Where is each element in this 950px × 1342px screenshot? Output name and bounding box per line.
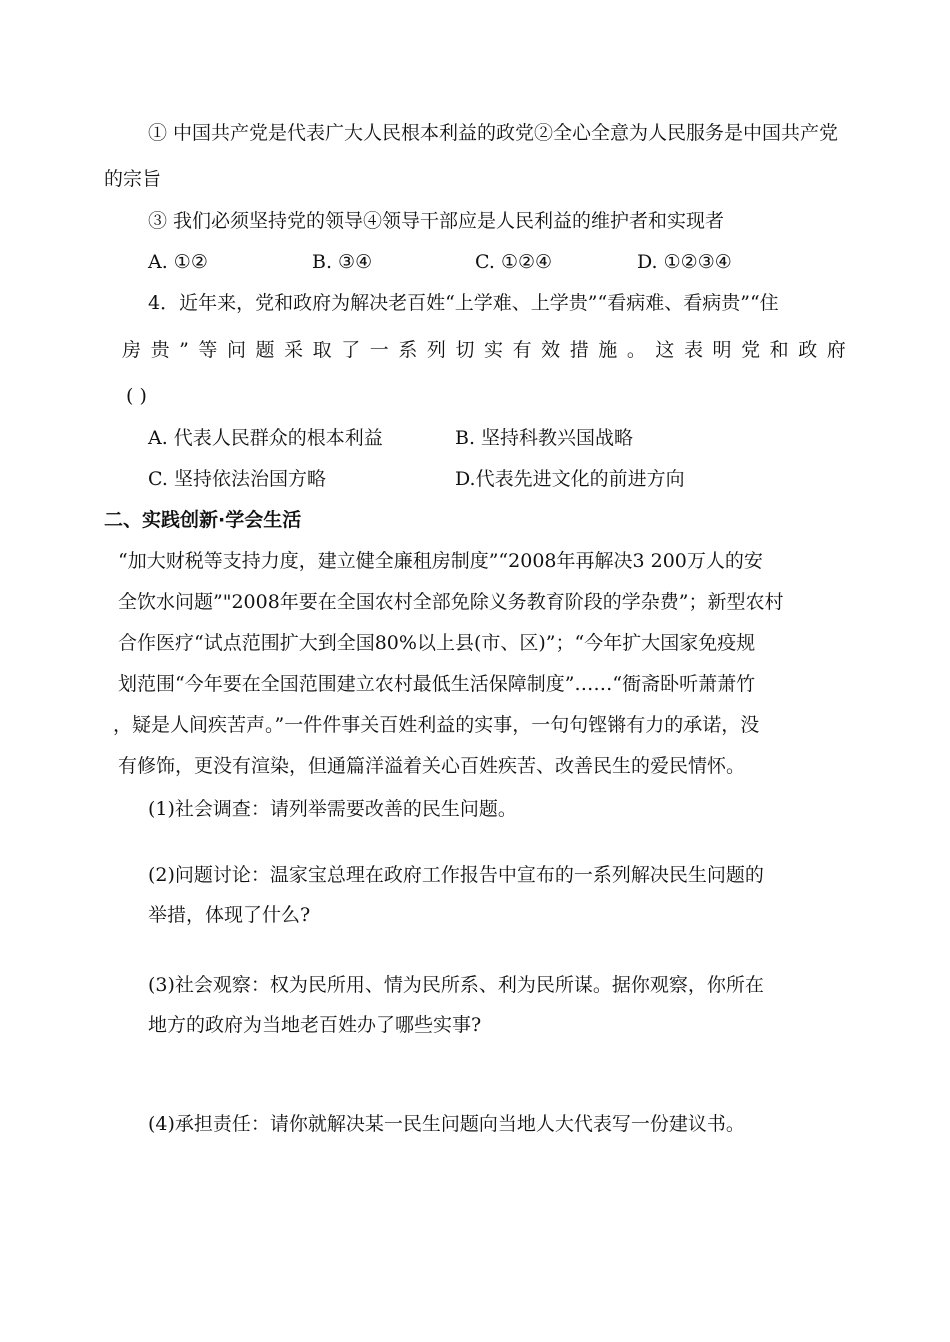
q4-stem-char: 房: [122, 339, 142, 361]
q4-stem-line1: 4．近年来，党和政府为解决老百姓“上学难、上学贵”“看病难、看病贵”“住: [148, 292, 779, 314]
q4-stem-char: 党: [741, 339, 761, 361]
q4-stem-char: ”: [179, 339, 189, 361]
section2-paragraph-line: 合作医疗“试点范围扩大到全国80%以上县(市、区)”；“今年扩大国家免疫规: [118, 632, 756, 654]
section2-paragraph-line: ，疑是人间疾苦声。”一件件事关百姓利益的实事，一句句铿锵有力的承诺，没: [113, 714, 760, 736]
section2-question-1: (1)社会调查：请列举需要改善的民生问题。: [148, 798, 517, 820]
q4-stem-char: 表: [683, 339, 703, 361]
q4-stem-char: 有: [512, 339, 532, 361]
q3-option-a: A. ①②: [148, 251, 208, 273]
section2-paragraph-line: 全饮水问题”"2008年要在全国农村全部免除义务教育阶段的学杂费”；新型农村: [118, 591, 784, 613]
q4-stem-line2: [122, 338, 846, 362]
q3-statement-line3: ③ 我们必须坚持党的领导④领导干部应是人民利益的维护者和实现者: [148, 210, 725, 232]
q3-statement-line1: ① 中国共产党是代表广大人民根本利益的政党②全心全意为人民服务是中国共产党: [148, 122, 839, 144]
q3-statement-line2: 的宗旨: [104, 168, 162, 190]
section2-paragraph-line: 划范围“今年要在全国范围建立农村最低生活保障制度”……“衙斋卧听萧萧竹: [118, 673, 756, 695]
q4-stem-char: 采: [284, 339, 304, 361]
section2-question-2-line2: 举措，体现了什么?: [148, 904, 311, 926]
q4-stem-char: 问: [226, 339, 246, 361]
q4-stem-char: 取: [312, 339, 332, 361]
q4-stem-char: 列: [426, 339, 446, 361]
q4-stem-char: 题: [255, 339, 275, 361]
q4-stem-char: 明: [712, 339, 732, 361]
q4-stem-char: 施: [598, 339, 618, 361]
q4-stem-char: 一: [369, 339, 389, 361]
q4-stem-char: 了: [341, 339, 361, 361]
section2-question-3-line1: (3)社会观察：权为民所用、情为民所系、利为民所谋。据你观察，你所在: [148, 974, 764, 996]
q4-stem-char: 效: [541, 339, 561, 361]
q4-stem-char: 。: [626, 339, 646, 361]
q4-option-c: C. 坚持依法治国方略: [148, 468, 326, 490]
section2-paragraph-line: 有修饰，更没有渲染，但通篇洋溢着关心百姓疾苦、改善民生的爱民情怀。: [118, 755, 746, 777]
q4-stem-char: 政: [798, 339, 818, 361]
q4-stem-char: 这: [655, 339, 675, 361]
q4-stem-char: 实: [484, 339, 504, 361]
section2-question-3-line2: 地方的政府为当地老百姓办了哪些实事?: [148, 1014, 482, 1036]
q4-stem-char: 和: [769, 339, 789, 361]
q3-option-b: B. ③④: [312, 251, 373, 273]
q4-stem-char: 系: [398, 339, 418, 361]
q4-stem-char: 措: [569, 339, 589, 361]
section2-heading: 二、实践创新·学会生活: [104, 509, 302, 531]
section2-question-2-line1: (2)问题讨论：温家宝总理在政府工作报告中宣布的一系列解决民生问题的: [148, 864, 764, 886]
q3-option-c: C. ①②④: [475, 251, 553, 273]
section2-paragraph-line: “加大财税等支持力度，建立健全廉租房制度”“2008年再解决3 200万人的安: [118, 550, 763, 572]
q4-stem-char: 府: [826, 339, 846, 361]
section2-question-4: (4)承担责任：请你就解决某一民生问题向当地人大代表写一份建议书。: [148, 1113, 745, 1135]
q4-option-b: B. 坚持科教兴国战略: [455, 427, 634, 449]
q4-option-d: D.代表先进文化的前进方向: [455, 468, 685, 490]
q3-option-d: D. ①②③④: [637, 251, 732, 273]
q4-answer-paren: ( ): [126, 385, 147, 407]
q4-stem-char: 等: [198, 339, 218, 361]
q4-stem-char: 贵: [150, 339, 170, 361]
q4-stem-char: 切: [455, 339, 475, 361]
q4-option-a: A. 代表人民群众的根本利益: [148, 427, 383, 449]
